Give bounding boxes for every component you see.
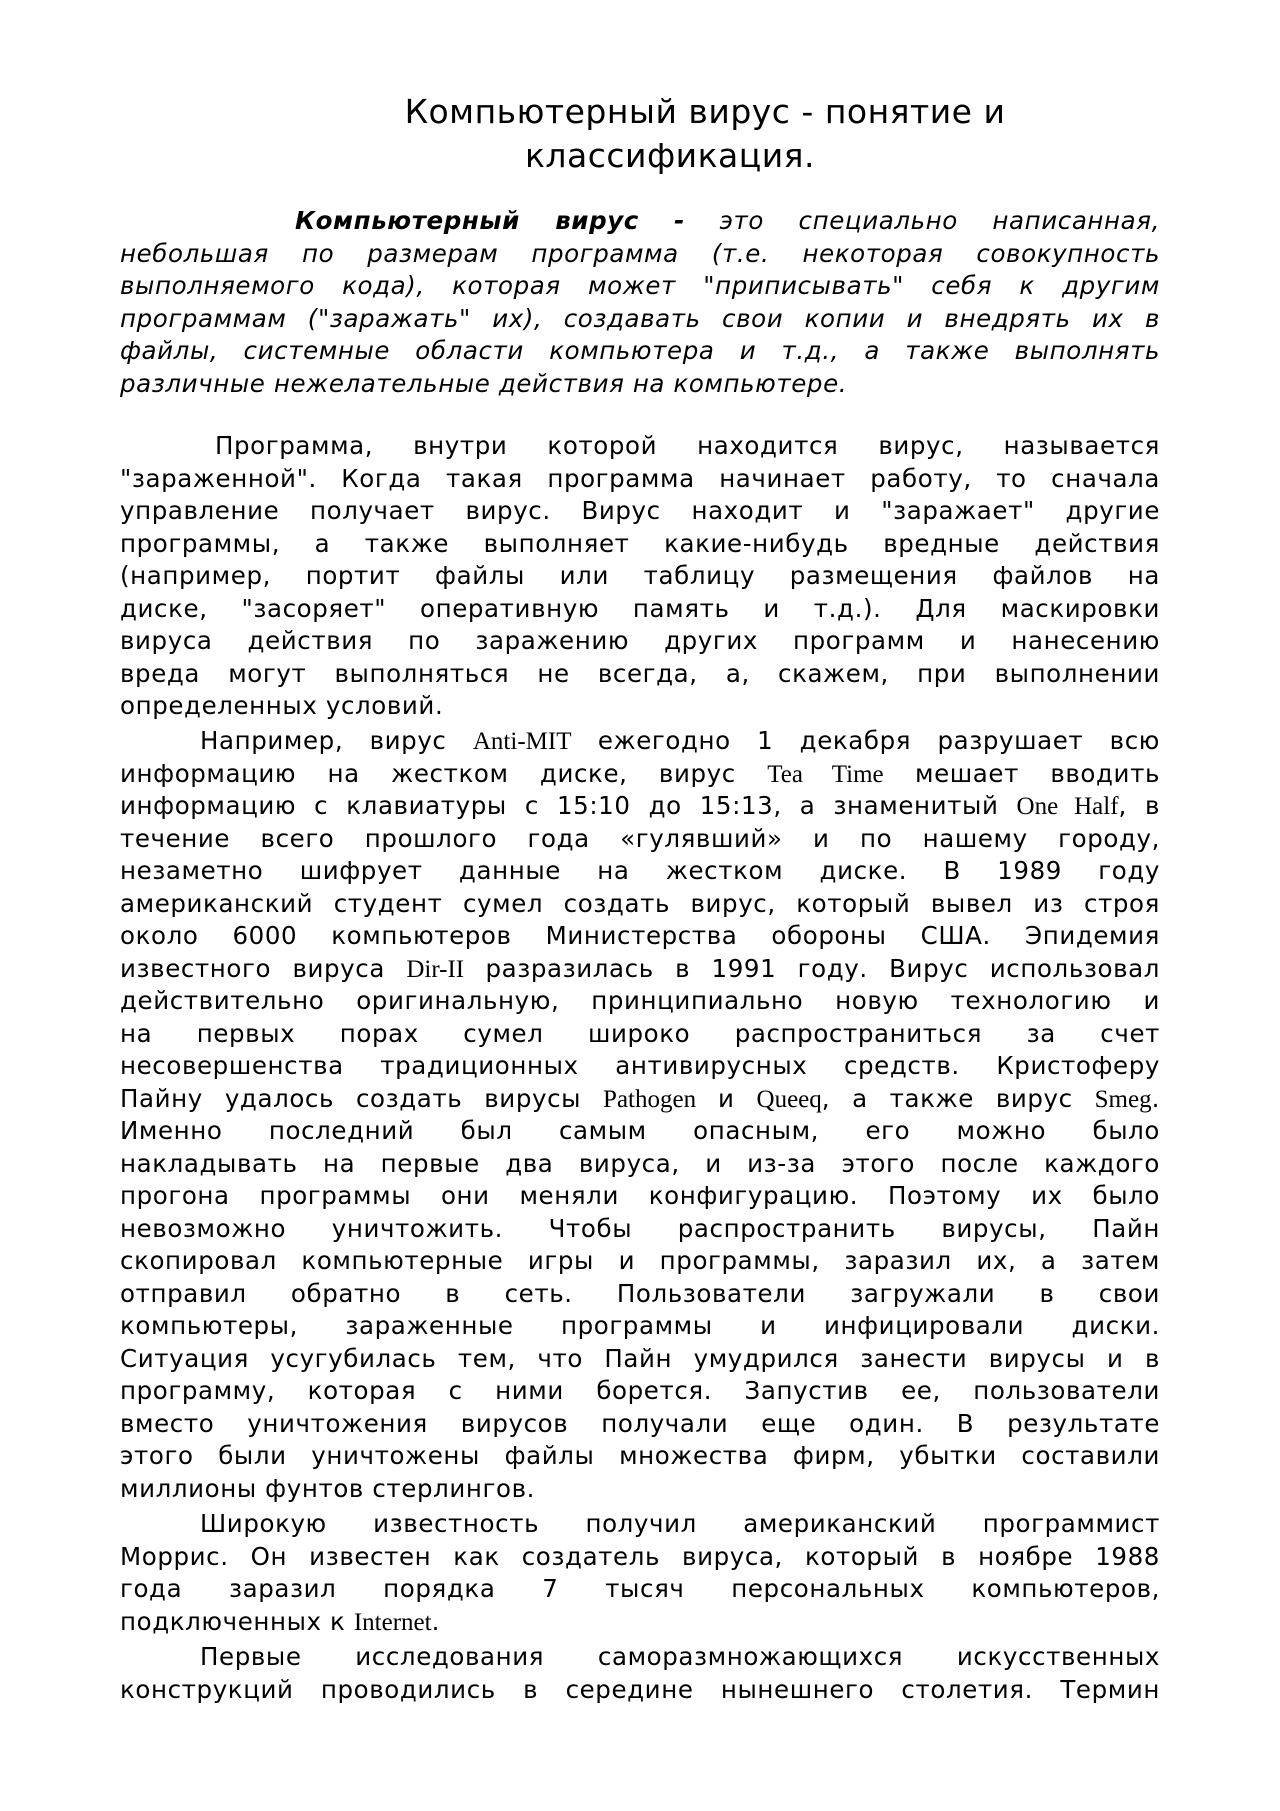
defined-term: Компьютерный вирус -	[295, 206, 685, 235]
text-line: (например, портит файлы или таблицу размещения файлов на	[120, 561, 1160, 590]
text-line: Пайну удалось создать вирусы Pathogen и Queeq, а также вирус Smeg.	[120, 1083, 1160, 1113]
text-line: отправил обратно в сеть. Пользователи загружали в свои	[120, 1278, 1160, 1308]
paragraph	[120, 1641, 1160, 1706]
paragraph	[120, 430, 1160, 723]
text-line: "зараженной". Когда такая программа начинает работу, то сначала	[120, 463, 1160, 493]
text-line: определенных условий.	[120, 691, 444, 720]
network-name: Internet	[353, 1608, 432, 1636]
text-line: файлы, системные области компьютера и т.д., а также выполнять	[120, 336, 1160, 365]
text-line: Именно последний был самым опасным, его можно было	[120, 1116, 1160, 1145]
virus-name: Dir-II	[406, 955, 465, 983]
text-line: диске, "засоряет" оперативную память и т.д.). Для маскировки	[120, 593, 1160, 623]
virus-name: Anti-MIT	[472, 728, 572, 755]
text-line: около 6000 компьютеров Министерства обороны США. Эпидемия	[120, 921, 1160, 950]
text-line: вреда могут выполняться не всегда, а, скажем, при выполнении	[120, 658, 1160, 688]
text-line: течение всего прошлого года «гулявший» и по нашему городу,	[120, 823, 1160, 853]
text-line: вместо уничтожения вирусов получали еще один. В результате	[120, 1408, 1160, 1438]
text-line: вируса действия по заражению других программ и нанесению	[120, 626, 1160, 655]
text-line: управление получает вирус. Вирус находит и "заражает" другие	[120, 496, 1160, 525]
text-line: Первые исследования саморазмножающихся искусственных	[200, 1642, 1160, 1671]
text-line: подключенных к Internet.	[120, 1606, 440, 1636]
text-line: года заразил порядка 7 тысяч персональных компьютеров,	[120, 1574, 1160, 1603]
text-line: конструкций проводились в середине нынешнего столетия. Термин	[120, 1674, 1160, 1704]
text-line: Ситуация усугубилась тем, что Пайн умудрился занести вирусы и в	[120, 1343, 1160, 1373]
text-line: Широкую известность получил американский программист	[200, 1509, 1160, 1538]
text-line: информацию на жестком диске, вирус Tea Time мешает вводить	[120, 758, 1160, 788]
text-line: Например, вирус Anti-MIT ежегодно 1 декабря разрушает всю	[200, 726, 1160, 755]
text-line: различные нежелательные действия на компьютере.	[120, 368, 848, 398]
text-line: на первых порах сумел широко распространиться за счет	[120, 1018, 1160, 1048]
title-line: классификация.	[524, 136, 816, 175]
text-line: небольшая по размерам программа (т.е. некоторая совокупность	[120, 238, 1160, 268]
text-line: прогона программы они меняли конфигурацию. Поэтому их было	[120, 1181, 1160, 1210]
text-line: миллионы фунтов стерлингов.	[120, 1473, 535, 1503]
text-line: выполняемого кода), которая может "приписывать" себя к другим	[120, 271, 1160, 300]
virus-name: Queeq	[756, 1085, 822, 1113]
title-line: Компьютерный вирус - понятие и	[404, 92, 1006, 131]
text-line: незаметно шифрует данные на жестком диске. В 1989 году	[120, 856, 1160, 885]
text-line: американский студент сумел создать вирус, который вывел из строя	[120, 888, 1160, 918]
text-line: несовершенства традиционных антивирусных средств. Кристоферу	[120, 1051, 1160, 1080]
text-line: программы, а также выполняет какие-нибудь вредные действия	[120, 528, 1160, 558]
text-line: известного вируса Dir-II разразилась в 1991 году. Вирус использовал	[120, 953, 1160, 983]
text-line: Компьютерный вирус - это специально написанная,	[295, 206, 1161, 235]
text-line: информацию с клавиатуры с 15:10 до 15:13, а знаменитый One Half, в	[120, 791, 1160, 820]
text-line: скопировал компьютерные игры и программы, заразил их, а затем	[120, 1246, 1160, 1275]
text-line: компьютеры, зараженные программы и инфицировали диски.	[120, 1311, 1160, 1340]
virus-name: Tea Time	[767, 760, 884, 788]
virus-name: Smeg	[1094, 1085, 1152, 1113]
virus-name: Pathogen	[603, 1085, 697, 1113]
paragraph	[120, 725, 1160, 1505]
text-line: Моррис. Он известен как создатель вируса, который в ноябре 1988	[120, 1541, 1160, 1571]
page-title	[120, 90, 1160, 178]
text-line: невозможно уничтожить. Чтобы распространить вирусы, Пайн	[120, 1213, 1160, 1243]
text-line: программам ("заражать" их), создавать свои копии и внедрять их в	[120, 303, 1160, 333]
paragraph	[120, 1508, 1160, 1638]
text-line: программу, которая с ними борется. Запустив ее, пользователи	[120, 1376, 1160, 1405]
definition-paragraph	[120, 205, 1160, 400]
virus-name: One Half	[1016, 793, 1119, 820]
text-line: действительно оригинальную, принципиально новую технологию и	[120, 986, 1160, 1015]
text-line: этого были уничтожены файлы множества фирм, убытки составили	[120, 1441, 1160, 1470]
text-line: накладывать на первые два вируса, и из-за этого после каждого	[120, 1148, 1160, 1178]
text-line: Программа, внутри которой находится вирус, называется	[215, 431, 1160, 460]
